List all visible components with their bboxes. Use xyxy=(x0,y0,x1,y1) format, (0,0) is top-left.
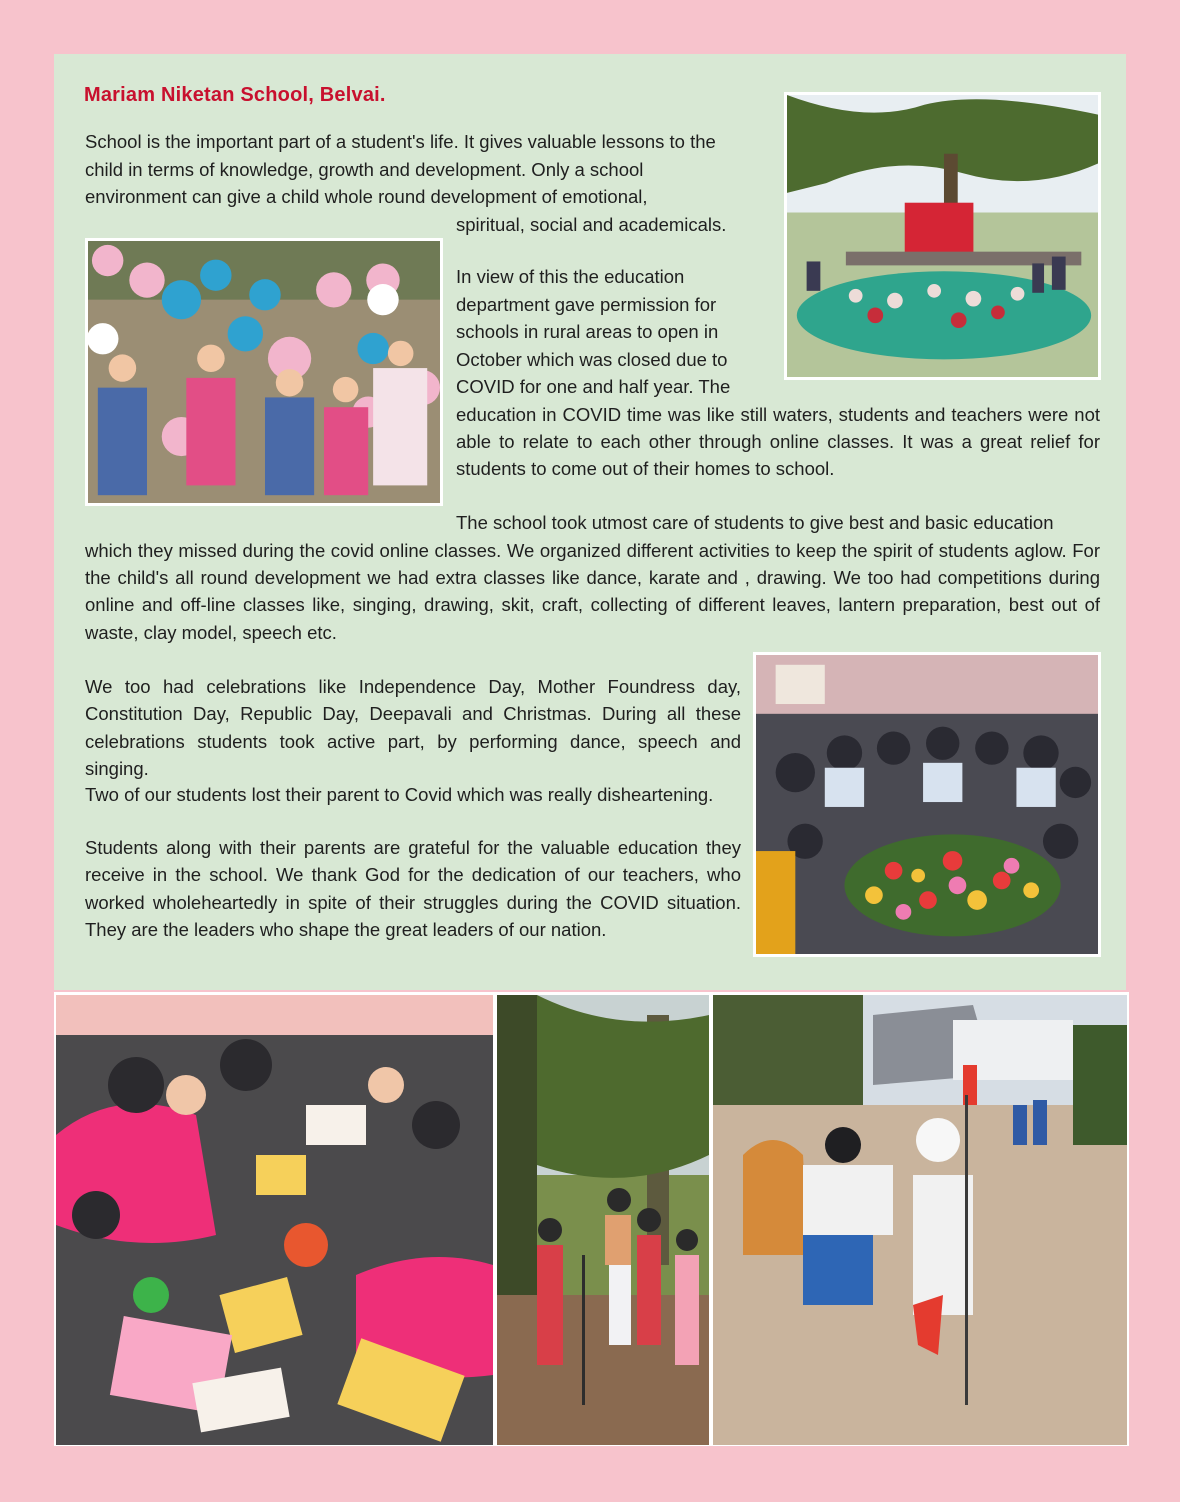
text-line: School is the important part of a student's life. It gives valuable lessons to the xyxy=(85,131,716,152)
text-line: child in terms of knowledge, growth and development. Only a school xyxy=(85,158,644,180)
text-line: The school took utmost care of students to give best and basic education xyxy=(456,512,1054,533)
photo-stage-performance xyxy=(784,92,1101,380)
text-line: department gave permission for xyxy=(456,293,717,315)
paragraph-celebrations: We too had celebrations like Independence Day, Mother Foundress day, Constitution Day, Republic Day, Deepavali and Christmas. During all these celebrations students took active part, by performing dance, speech and singing. xyxy=(85,676,741,780)
photo-outdoor-dance xyxy=(497,995,709,1445)
text-line: spiritual, social and academicals. xyxy=(456,213,727,235)
text-block: education in COVID time was like still waters, students and teachers were not able to relate to each other through online classes. It was a great relief for students to come out of their homes to school. xyxy=(456,403,1100,480)
text-line: schools in rural areas to open in xyxy=(456,321,719,342)
paragraph-gratitude: Students along with their parents are grateful for the valuable education they receive in the school. We thank God for the dedication of our teachers, who worked wholeheartedly in spite of their struggles during the COVID situation. They are the leaders who shape the great leaders of our nation. xyxy=(85,837,741,941)
text-block: which they missed during the covid online classes. We organized different activities to keep the spirit of students aglow. For the child's all round development we had extra classes like dance, karate and , drawing. We too had competitions during online and off-line classes like, singing, drawing, skit, craft, collecting of different leaves, lantern preparation, best out of waste, clay model, speech etc. xyxy=(85,539,1100,643)
text-line: In view of this the education xyxy=(456,266,685,287)
paragraph-loss: Two of our students lost their parent to Covid which was really disheartening. xyxy=(85,784,714,805)
photo-skit-performance xyxy=(713,995,1127,1445)
photo-flower-circle xyxy=(753,652,1101,957)
photo-craft-activity xyxy=(56,995,493,1445)
text-line: October which was closed due to xyxy=(456,348,728,370)
text-line: COVID for one and half year. The xyxy=(456,376,731,397)
page-title: Mariam Niketan School, Belvai. xyxy=(84,84,386,106)
text-line: environment can give a child whole round development of emotional, xyxy=(85,186,648,207)
photo-children-balloons xyxy=(85,238,443,506)
